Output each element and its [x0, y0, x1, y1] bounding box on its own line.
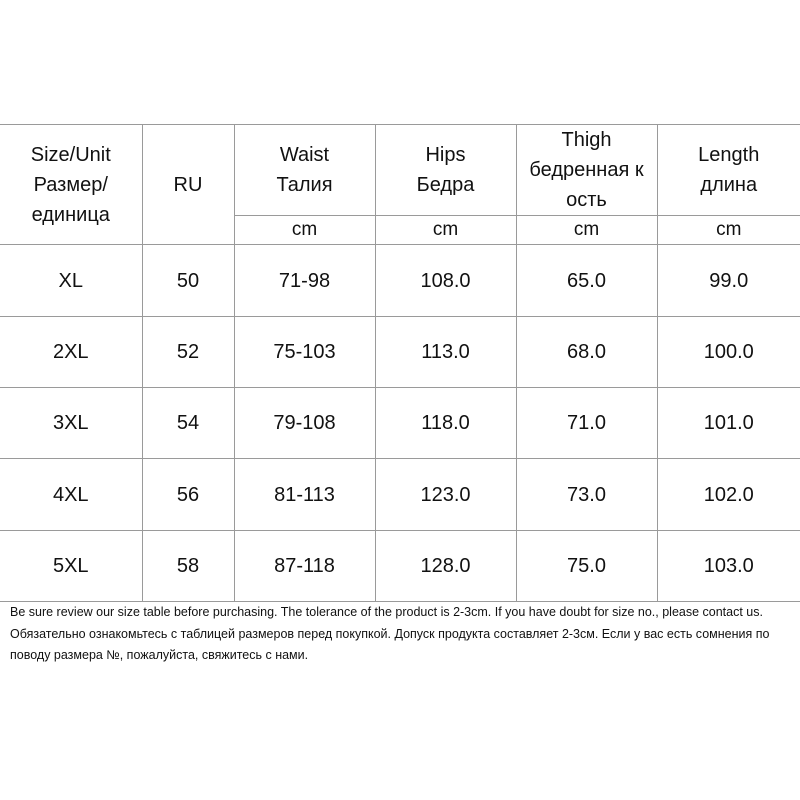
unit-hips: cm	[375, 216, 516, 245]
header-size: Size/Unit Размер/ единица	[0, 125, 142, 245]
cell-waist: 81-113	[234, 459, 375, 530]
cell-waist: 75-103	[234, 316, 375, 387]
cell-ru: 52	[142, 316, 234, 387]
cell-size: 4XL	[0, 459, 142, 530]
cell-length: 99.0	[657, 245, 800, 316]
cell-ru: 58	[142, 530, 234, 601]
cell-thigh: 68.0	[516, 316, 657, 387]
cell-length: 102.0	[657, 459, 800, 530]
cell-length: 101.0	[657, 388, 800, 459]
table-row	[0, 245, 800, 316]
cell-ru: 56	[142, 459, 234, 530]
header-row	[0, 125, 800, 216]
cell-waist: 71-98	[234, 245, 375, 316]
table-row	[0, 530, 800, 601]
cell-thigh: 65.0	[516, 245, 657, 316]
table-row	[0, 316, 800, 387]
header-hips: Hips Бедра	[375, 125, 516, 216]
header-thigh: Thigh бедренная к ость	[516, 125, 657, 216]
cell-hips: 113.0	[375, 316, 516, 387]
table-row	[0, 388, 800, 459]
cell-thigh: 71.0	[516, 388, 657, 459]
unit-thigh: cm	[516, 216, 657, 245]
header-length: Length длина	[657, 125, 800, 216]
cell-thigh: 75.0	[516, 530, 657, 601]
cell-hips: 128.0	[375, 530, 516, 601]
cell-hips: 123.0	[375, 459, 516, 530]
cell-ru: 50	[142, 245, 234, 316]
header-waist: Waist Талия	[234, 125, 375, 216]
cell-size: 3XL	[0, 388, 142, 459]
note-russian: Обязательно ознакомьтесь с таблицей размеров перед покупкой. Допуск продукта составляет 2-3см. Если у вас есть сомнения по поводу размера №, пожалуйста, свяжитесь с нами.	[10, 626, 770, 662]
unit-waist: cm	[234, 216, 375, 245]
note-english: Be sure review our size table before purchasing. The tolerance of the product is 2-3cm. If you have doubt for size no., please contact us.	[10, 605, 763, 619]
cell-hips: 108.0	[375, 245, 516, 316]
cell-hips: 118.0	[375, 388, 516, 459]
cell-length: 100.0	[657, 316, 800, 387]
header-ru: RU	[142, 125, 234, 245]
cell-size: 5XL	[0, 530, 142, 601]
cell-waist: 79-108	[234, 388, 375, 459]
cell-size: XL	[0, 245, 142, 316]
unit-length: cm	[657, 216, 800, 245]
cell-size: 2XL	[0, 316, 142, 387]
size-chart-table	[0, 124, 800, 602]
cell-waist: 87-118	[234, 530, 375, 601]
size-notes	[10, 602, 790, 667]
cell-length: 103.0	[657, 530, 800, 601]
table-row	[0, 459, 800, 530]
cell-ru: 54	[142, 388, 234, 459]
cell-thigh: 73.0	[516, 459, 657, 530]
